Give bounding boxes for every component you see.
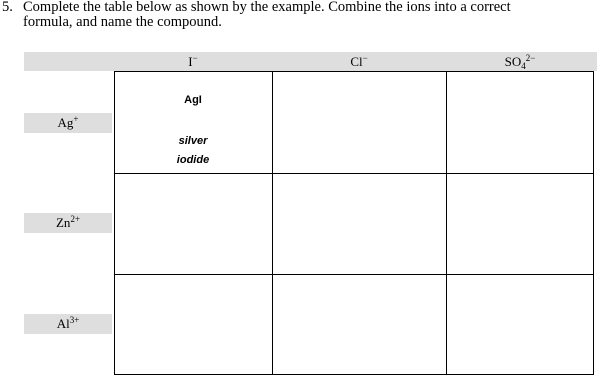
grid-divider-v1 (272, 72, 273, 374)
example-name-line-2: iodide (176, 154, 210, 166)
example-name-line-1: silver (178, 135, 208, 147)
column-header-sulfate: $SO_4^{2-}$ (504, 53, 536, 71)
row-header-aluminum: $Al^{3+}$ (24, 314, 112, 334)
column-header-chloride: Cl− (350, 53, 368, 69)
answer-grid (114, 71, 594, 375)
row-header-silver: Ag+ (24, 113, 112, 133)
question-number: 5. (2, 0, 13, 15)
question-line-1: Complete the table below as shown by the example. Combine the ions into a correct (23, 0, 511, 15)
column-header-iodide: I− (188, 53, 198, 69)
grid-divider-v2 (446, 72, 447, 374)
example-formula: AgI (184, 94, 202, 106)
question-line-2: formula, and name the compound. (23, 14, 222, 30)
row-header-zinc: $Zn^{2+}$ (24, 213, 112, 233)
grid-divider-h1 (115, 173, 593, 174)
grid-divider-h2 (115, 274, 593, 275)
